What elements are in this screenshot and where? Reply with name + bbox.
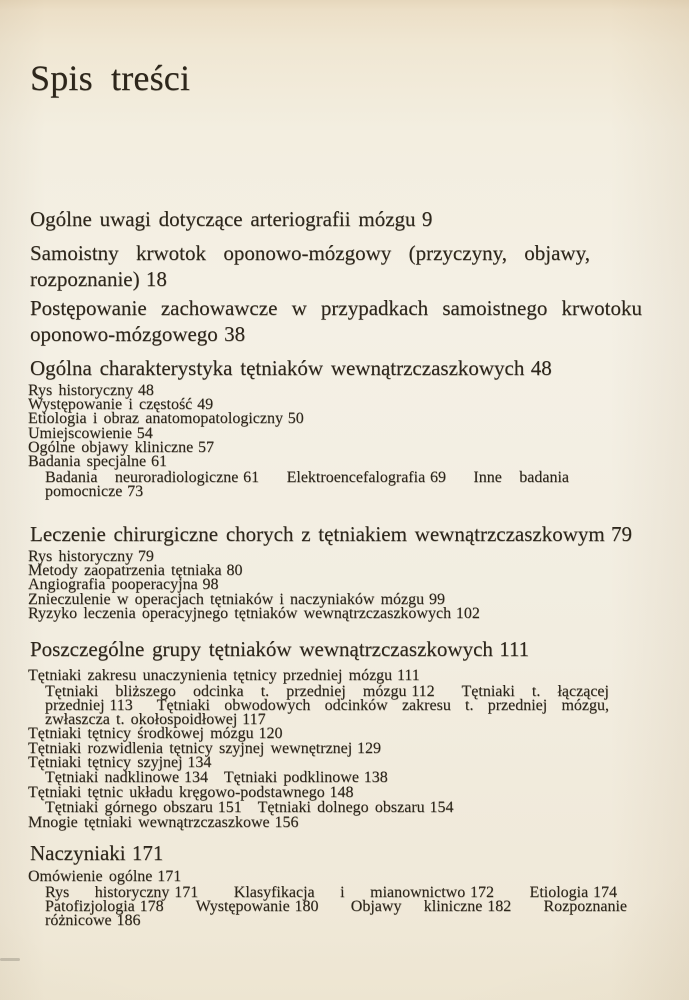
scan-smudge-mark bbox=[0, 958, 20, 961]
entry-page: 138 bbox=[363, 769, 388, 787]
entry-label: Tętniaki tętnicy środkowej mózgu bbox=[28, 725, 254, 743]
toc-entry-characteristics bbox=[30, 355, 552, 381]
entry-page: 111 bbox=[499, 637, 530, 661]
entry-label: Tętniaki nadklinowe bbox=[45, 769, 180, 787]
entry-page: 48 bbox=[530, 356, 552, 380]
entry-page: 178 bbox=[139, 897, 164, 915]
anterior-runin bbox=[45, 682, 609, 729]
aneurysm-groups-sublist bbox=[28, 669, 609, 830]
entry-page: 79 bbox=[137, 548, 154, 565]
runin-item bbox=[287, 469, 446, 486]
entry-page: 112 bbox=[411, 682, 435, 700]
entry-label: Tętniaki dolnego obszaru bbox=[257, 799, 425, 817]
entry-page: 54 bbox=[136, 424, 153, 442]
toc-subentry bbox=[28, 455, 569, 469]
entry-page: 73 bbox=[127, 482, 144, 500]
entry-page: 18 bbox=[145, 267, 167, 291]
entry-page: 48 bbox=[137, 382, 154, 399]
entry-page: 134 bbox=[187, 753, 212, 771]
entry-page: 174 bbox=[593, 883, 617, 901]
entry-label: Tętniaki obwodowych odcinków zakresu t. przedniej mózgu, zwłaszcza t. okołospoidłowej bbox=[45, 696, 609, 729]
entry-page: 61 bbox=[243, 468, 260, 486]
entry-label: Ogólne uwagi dotyczące arteriografii mózgu bbox=[30, 207, 416, 231]
entry-label: Poszczególne grupy tętniaków wewnątrzczaszkowych bbox=[30, 637, 493, 661]
entry-page: 186 bbox=[116, 912, 141, 930]
entry-page: 69 bbox=[429, 468, 446, 486]
entry-label: Ryzyko leczenia operacyjnego tętniaków wewnątrzczaszkowych bbox=[28, 604, 452, 622]
page-title: Spis treści bbox=[30, 58, 191, 98]
entry-label: Samoistny krwotok oponowo-mózgowy (przyczyny, objawy, rozpoznanie) bbox=[30, 241, 590, 291]
entry-page: 134 bbox=[183, 769, 208, 787]
entry-label: Występowanie bbox=[195, 897, 290, 915]
entry-page: 79 bbox=[611, 522, 633, 546]
surgical-treatment-sublist bbox=[28, 550, 480, 621]
entry-label: Mnogie tętniaki wewnątrzczaszkowe bbox=[28, 813, 270, 831]
toc-subentry bbox=[28, 813, 609, 831]
entry-label: Klasyfikacja i mianownictwo bbox=[233, 883, 466, 901]
entry-page: 61 bbox=[150, 453, 167, 471]
entry-label: Objawy kliniczne bbox=[350, 897, 483, 915]
entry-label: Badania neuroradiologiczne bbox=[45, 468, 239, 486]
entry-label: Rys historyczny bbox=[45, 883, 170, 901]
entry-page: 117 bbox=[242, 711, 266, 729]
entry-label: Elektroencefalografia bbox=[286, 468, 426, 486]
entry-label: Tętniaki tętnic układu kręgowo-podstawnego bbox=[28, 783, 325, 801]
entry-label: Ogólne objawy kliniczne bbox=[28, 438, 194, 456]
entry-page: 120 bbox=[258, 725, 283, 743]
entry-page: 98 bbox=[202, 576, 219, 594]
toc-subentry bbox=[28, 783, 609, 801]
entry-page: 182 bbox=[487, 897, 512, 915]
runin-item bbox=[196, 898, 319, 915]
entry-page: 80 bbox=[226, 562, 243, 580]
entry-label: Patofizjologia bbox=[45, 897, 135, 915]
entry-label: Angiografia pooperacyjna bbox=[28, 576, 198, 594]
entry-page: 156 bbox=[274, 813, 299, 831]
angiomas-sublist bbox=[28, 870, 627, 928]
toc-entry-aneurysm-groups bbox=[30, 636, 529, 662]
entry-page: 180 bbox=[294, 897, 319, 915]
entry-label: Etiologia bbox=[529, 883, 589, 901]
entry-page: 151 bbox=[217, 799, 242, 817]
entry-label: Tętniaki rozwidlenia tętnicy szyjnej wewnętrznej bbox=[28, 739, 353, 757]
entry-page: 9 bbox=[421, 207, 433, 231]
toc-entry-conservative-management bbox=[30, 295, 642, 347]
entry-page: 171 bbox=[174, 883, 199, 901]
special-studies-runin bbox=[45, 468, 570, 500]
entry-page: 154 bbox=[429, 799, 454, 817]
entry-label: Tętniaki zakresu unaczynienia tętnicy przedniej mózgu bbox=[28, 667, 393, 684]
toc-entry-general-remarks bbox=[30, 206, 432, 232]
entry-page: 57 bbox=[198, 438, 215, 456]
overview-runin bbox=[45, 883, 628, 930]
toc-subentry bbox=[28, 870, 627, 884]
entry-label: Ogólna charakterystyka tętniaków wewnątrzczaszkowych bbox=[30, 356, 525, 380]
entry-label: Rozpoznanie różnicowe bbox=[45, 897, 628, 930]
entry-label: Rys historyczny bbox=[28, 382, 134, 399]
entry-label: Tętniaki bliższego odcinka t. przedniej mózgu bbox=[45, 682, 407, 700]
entry-label: Badania specjalne bbox=[28, 453, 147, 471]
entry-label: Postępowanie zachowawcze w przypadkach samoistnego krwotoku oponowo-mózgowego bbox=[30, 296, 642, 346]
entry-label: Naczyniaki bbox=[30, 841, 126, 865]
entry-label: Leczenie chirurgiczne chorych z tętniakiem wewnątrzczaszkowym bbox=[30, 522, 605, 546]
entry-page: 49 bbox=[197, 396, 214, 414]
runin-item bbox=[351, 898, 511, 915]
entry-label: Tętniaki t. łączącej przedniej bbox=[45, 682, 609, 714]
entry-label: Etiologia i obraz anatomopatologiczny bbox=[28, 410, 283, 428]
entry-page: 102 bbox=[455, 604, 480, 622]
entry-page: 172 bbox=[470, 883, 495, 901]
entry-page: 171 bbox=[157, 868, 182, 885]
entry-label: Umiejscowienie bbox=[28, 424, 132, 442]
entry-page: 171 bbox=[131, 841, 164, 865]
entry-label: Rys historyczny bbox=[28, 548, 134, 565]
entry-page: 129 bbox=[357, 739, 382, 757]
entry-label: Metody zaopatrzenia tętniaka bbox=[28, 562, 222, 580]
entry-label: Tętniaki górnego obszaru bbox=[45, 799, 213, 817]
entry-label: Tętniaki tętnicy szyjnej bbox=[28, 753, 183, 771]
entry-page: 50 bbox=[287, 410, 304, 428]
entry-label: Inne badania pomocnicze bbox=[45, 468, 570, 500]
toc-subentry bbox=[28, 669, 609, 683]
toc-subentry bbox=[28, 604, 480, 622]
entry-label: Znieczulenie w operacjach tętniaków i naczyniaków mózgu bbox=[28, 590, 425, 608]
entry-label: Omówienie ogólne bbox=[28, 868, 153, 885]
entry-page: 99 bbox=[428, 590, 445, 608]
entry-label: Występowanie i częstość bbox=[28, 396, 193, 414]
toc-entry-surgical-treatment bbox=[30, 521, 632, 547]
entry-label: Tętniaki podklinowe bbox=[223, 769, 359, 787]
entry-page: 113 bbox=[109, 696, 133, 714]
entry-page: 148 bbox=[329, 783, 354, 801]
characteristics-sublist bbox=[28, 384, 569, 499]
toc-subentry bbox=[28, 753, 609, 771]
toc-entry-spontaneous-hemorrhage bbox=[30, 240, 590, 292]
toc-entry-angiomas bbox=[30, 840, 163, 866]
entry-page: 38 bbox=[224, 322, 246, 346]
entry-page: 111 bbox=[396, 667, 420, 684]
